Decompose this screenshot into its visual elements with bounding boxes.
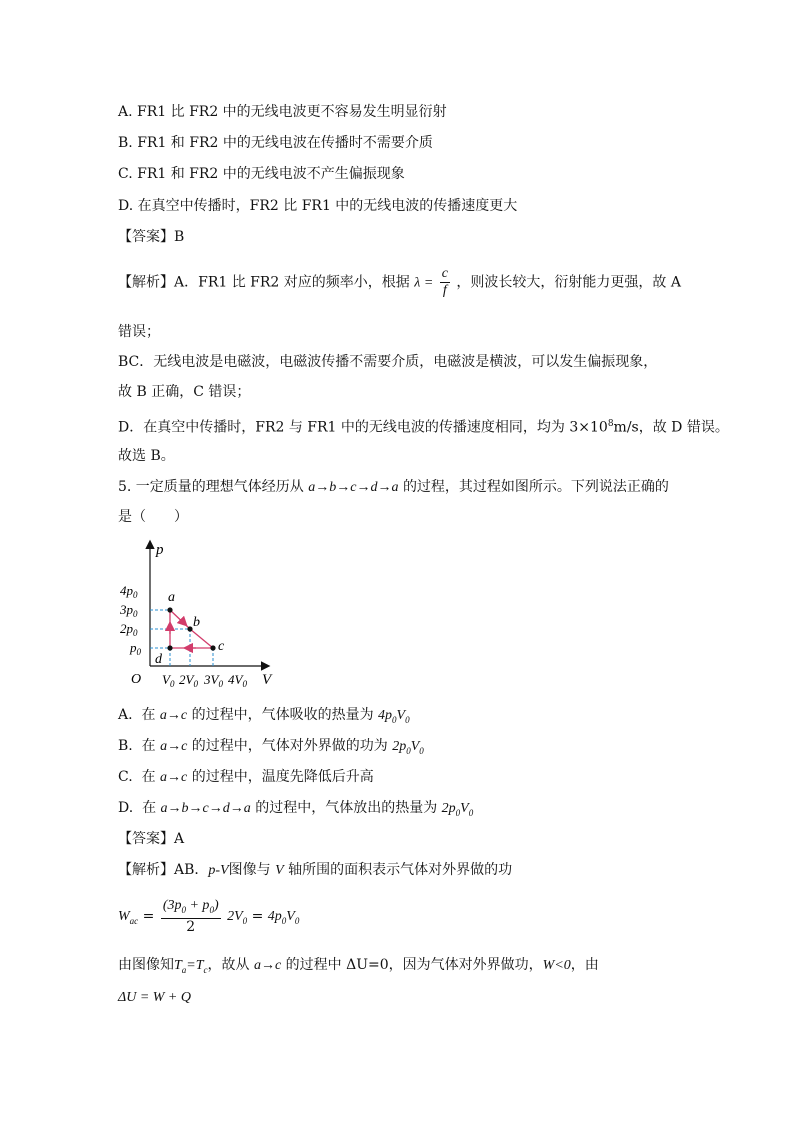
- point-d: [167, 645, 172, 650]
- point-d-label: d: [155, 652, 162, 667]
- x-tick-4V0: $4V_0$: [228, 672, 247, 688]
- point-b-label: b: [193, 615, 200, 630]
- pv-symbol: p-V: [208, 863, 229, 878]
- q4-analysis-bc-1: BC．无线电波是电磁波，电磁波传播不需要介质，电磁波是横波，可以发生偏振现象，: [118, 354, 658, 370]
- v-symbol: V: [275, 863, 284, 878]
- point-c: [210, 645, 215, 650]
- q4-analysis-a-cont: 错误；: [118, 324, 160, 340]
- q4-conclusion: 故选 B。: [118, 448, 175, 464]
- option-value: $4p_0V_0$: [378, 708, 410, 725]
- q5-analysis-line2: [118, 955, 599, 980]
- option-pre: 在: [141, 707, 156, 723]
- q4-option-b: B. FR1 和 FR2 中的无线电波在传播时不需要介质: [118, 135, 433, 151]
- option-label: B.: [118, 738, 133, 754]
- analysis-suffix: 轴所围的面积表示气体对外界做的功: [288, 862, 513, 878]
- analysis2-text: 的过程中 ΔU=0，因为气体对外界做功，: [285, 957, 543, 973]
- option-text: 的过程中，气体放出的热量为: [255, 800, 438, 816]
- c-over-f-fraction: $\frac{c}{f}$: [441, 266, 448, 298]
- option-process: a→c: [159, 708, 188, 723]
- point-a: [167, 607, 172, 612]
- q5-option-b: [118, 736, 424, 761]
- q5-option-d: [118, 798, 473, 823]
- q4-option-d: D. 在真空中传播时，FR2 比 FR1 中的无线电波的传播速度更大: [118, 198, 518, 214]
- option-process: a→b→c→d→a: [160, 801, 251, 816]
- analysis-mid: 图像与: [228, 862, 271, 878]
- analysis2-prefix: 由图像知: [118, 957, 174, 973]
- q4-option-c: C. FR1 和 FR2 中的无线电波不产生偏振现象: [118, 166, 405, 182]
- work-sign: W<0: [542, 958, 571, 973]
- analysis-prefix: 【解析】AB．: [118, 862, 209, 878]
- lambda-formula: λ =: [414, 275, 434, 291]
- exponent: 8: [607, 419, 614, 429]
- work-formula: $W_{ac}$ = $\frac{(3p_0 + p_0)}{2}$ $2V_0 = 4p_0V_0$: [118, 898, 300, 935]
- x-tick-2V0: $2V_0$: [179, 672, 198, 688]
- option-pre: 在: [141, 769, 156, 785]
- q5-stem-process: a→b→c→d→a: [308, 480, 399, 495]
- option-label: A.: [118, 707, 133, 723]
- option-value: $2p_0V_0$: [392, 739, 424, 756]
- q5-stem-line1: [118, 477, 669, 498]
- q4-analysis-bc-2: 故 B 正确，C 错误；: [118, 384, 251, 400]
- point-b: [187, 626, 192, 631]
- q5-answer: 【答案】A: [118, 831, 185, 847]
- analysis2-mid: ，故从: [207, 957, 250, 973]
- option-process: a→c: [160, 770, 188, 785]
- q4-analysis-a: [118, 266, 681, 299]
- process-a-c: a→c: [253, 958, 282, 973]
- q5-analysis-line1: [118, 860, 512, 881]
- option-label: C.: [118, 769, 133, 785]
- x-axis-label: V: [262, 672, 272, 688]
- option-pre: 在: [142, 800, 157, 816]
- option-label: D.: [118, 800, 134, 816]
- y-tick-p0: $p_0$: [130, 640, 141, 657]
- option-pre: 在: [141, 738, 156, 754]
- q5-stem-prefix: 5. 一定质量的理想气体经历从: [118, 479, 304, 495]
- q4-analysis-a-suffix: ，则波长较大，衍射能力更强，故 A: [456, 274, 681, 291]
- option-text: 的过程中，温度先降低后升高: [191, 769, 374, 785]
- x-tick-3V0: $3V_0$: [204, 672, 223, 688]
- q5-stem-line2: 是（ ）: [118, 509, 188, 525]
- first-law-formula: ΔU = W + Q: [118, 990, 191, 1005]
- option-text: 的过程中，气体吸收的热量为: [191, 707, 374, 723]
- analysis2-suffix: ，由: [570, 957, 599, 973]
- q4-answer: 【答案】B: [118, 229, 185, 245]
- q4-analysis-d-part1: D．在真空中传播时，FR2 与 FR1 中的无线电波的传播速度相同，均为 3×10: [118, 419, 608, 436]
- x-tick-V0: $V_0$: [162, 672, 175, 688]
- q5-option-a: [118, 705, 410, 730]
- point-c-label: c: [218, 639, 225, 654]
- origin-label: O: [131, 672, 142, 687]
- q4-analysis-d-part2: m/s，故 D 错误。: [613, 419, 729, 436]
- option-value: $2p_0V_0$: [441, 801, 474, 818]
- option-text: 的过程中，气体对外界做的功为: [191, 738, 388, 754]
- point-a-label: a: [168, 590, 175, 605]
- y-tick-2p0: $2p_0$: [120, 621, 138, 638]
- q5-option-c: [118, 767, 374, 788]
- pv-diagram: [118, 538, 288, 688]
- q4-analysis-d: [118, 414, 729, 438]
- q4-analysis-a-prefix: 【解析】A．FR1 比 FR2 对应的频率小，根据: [118, 274, 410, 291]
- q5-stem-suffix: 的过程，其过程如图所示。下列说法正确的: [402, 479, 669, 495]
- y-tick-4p0: $4p_0$: [120, 583, 138, 600]
- y-axis-label: p: [156, 542, 164, 558]
- q4-option-a: A. FR1 比 FR2 中的无线电波更不容易发生明显衍射: [118, 104, 447, 120]
- temp-equality: $T_a=T_c$: [174, 958, 208, 975]
- option-process: a→c: [160, 739, 188, 754]
- y-tick-3p0: $3p_0$: [120, 602, 138, 619]
